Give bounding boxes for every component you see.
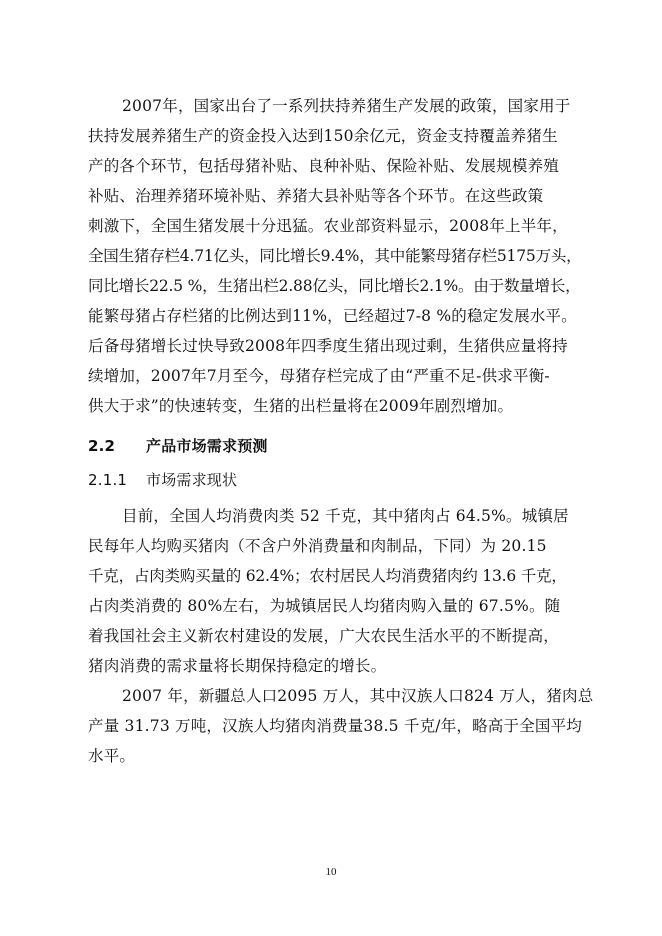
paragraph-line: 产量 31.73 万吨，汉族人均猪肉消费量38.5 千克/年，略高于全国平均	[88, 717, 582, 735]
paragraph-line: 刺激下，全国生猪发展十分迅猛。农业部资料显示，2008年上半年，	[88, 217, 568, 235]
section-heading	[88, 436, 268, 456]
paragraph-line: 后备母猪增长过快导致2008年四季度生猪出现过剩，生猪供应量将持	[88, 337, 568, 355]
paragraph-line: 千克，占肉类购买量的 62.4%；农村居民人均消费猪肉约 13.6 千克，	[88, 567, 567, 585]
paragraph-line: 着我国社会主义新农村建设的发展，广大农民生活水平的不断提高，	[88, 627, 560, 645]
paragraph-line: 同比增长22.5 %，生猪出栏2.88亿头，同比增长2.1%。由于数量增长，	[88, 277, 581, 295]
section-number: 2.2	[88, 437, 116, 455]
paragraph-line: 扶持发展养猪生产的资金投入达到150余亿元，资金支持覆盖养猪生	[88, 127, 558, 145]
subsection-heading	[88, 470, 237, 490]
paragraph-line: 补贴、治理养猪环境补贴、养猪大县补贴等各个环节。在这些政策	[88, 187, 544, 205]
paragraph-line: 目前，全国人均消费肉类 52 千克，其中猪肉占 64.5%。城镇居	[122, 507, 569, 525]
paragraph-line: 猪肉消费的需求量将长期保持稳定的增长。	[88, 657, 387, 675]
paragraph-line: 产的各个环节，包括母猪补贴、良种补贴、保险补贴、发展规模养殖	[88, 157, 560, 175]
subsection-title: 市场需求现状	[146, 471, 238, 489]
paragraph-line: 续增加，2007年7月至今，母猪存栏完成了由“严重不足-供求平衡-	[88, 367, 550, 385]
paragraph-line: 2007年，国家出台了一系列扶持养猪生产发展的政策，国家用于	[122, 97, 571, 115]
paragraph-line: 全国生猪存栏4.71亿头，同比增长9.4%，其中能繁母猪存栏5175万头，	[88, 247, 582, 265]
paragraph-line: 能繁母猪占存栏猪的比例达到11%，已经超过7-8 %的稳定发展水平。	[88, 307, 577, 325]
paragraph-line: 2007 年，新疆总人口2095 万人，其中汉族人口824 万人，猪肉总	[122, 687, 594, 705]
paragraph-line: 占肉类消费的 80%左右，为城镇居民人均猪肉购入量的 67.5%。随	[88, 597, 561, 615]
page-number: 10	[325, 866, 337, 878]
paragraph-line: 水平。	[88, 747, 136, 765]
paragraph-line: 民每年人均购买猪肉（不含户外消费量和肉制品，下同）为 20.15	[88, 537, 547, 555]
subsection-number: 2.1.1	[88, 471, 128, 489]
paragraph-line: 供大于求”的快速转变，生猪的出栏量将在2009年剧烈增加。	[88, 397, 514, 415]
section-title: 产品市场需求预测	[146, 437, 268, 455]
